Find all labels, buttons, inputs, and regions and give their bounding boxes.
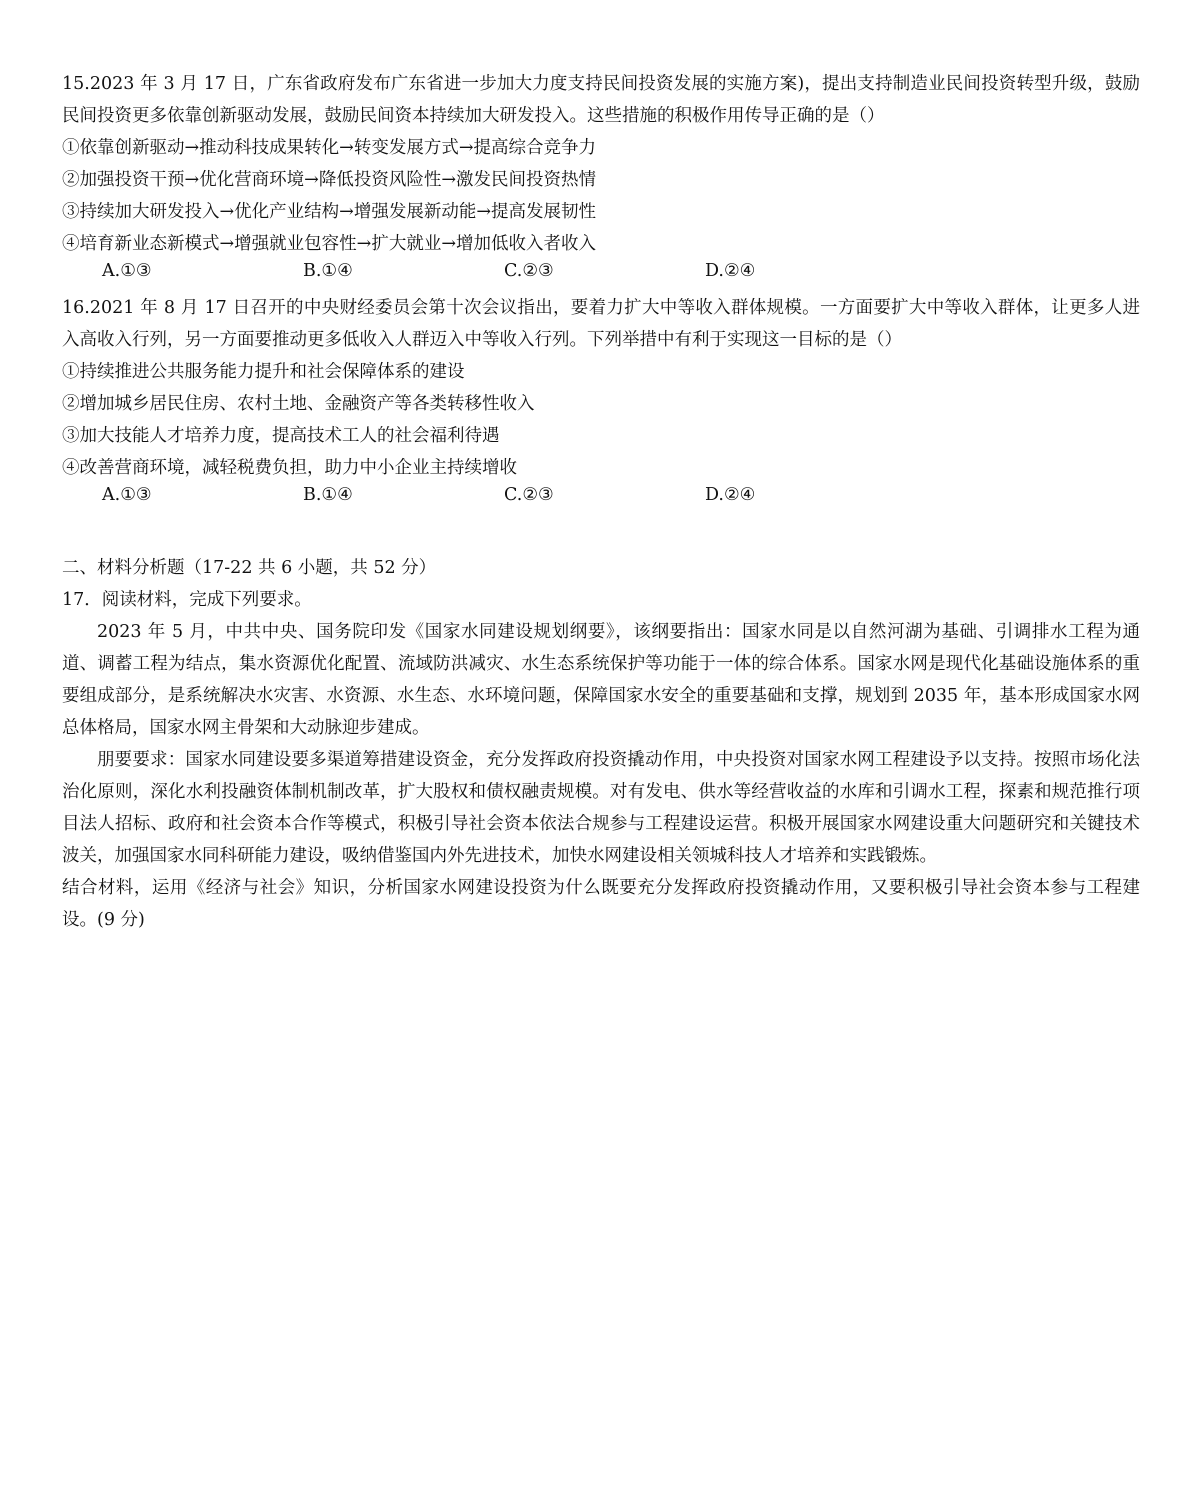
- question-16-choice-a: A.①③: [102, 485, 152, 505]
- question-16-item-3: ③加大技能人才培养力度，提高技术工人的社会福利待遇: [62, 426, 500, 446]
- question-17: [62, 584, 1140, 936]
- question-15-item-3: ③持续加大研发投入→优化产业结构→增强发展新动能→提高发展韧性: [62, 202, 596, 222]
- question-15-choice-b: B.①④: [303, 261, 353, 281]
- question-15-item-4: ④培育新业态新模式→增强就业包容性→扩大就业→增加低收入者收入: [62, 234, 596, 254]
- question-15-choices: [102, 260, 1140, 284]
- question-16-item-4: ④改善营商环境，减轻税费负担，助力中小企业主持续增收: [62, 458, 517, 478]
- question-15-choice-c: C.②③: [504, 261, 554, 281]
- question-15: [62, 68, 1140, 284]
- question-16: [62, 292, 1140, 508]
- question-16-choice-b: B.①④: [303, 485, 353, 505]
- question-16-choice-c: C.②③: [504, 485, 554, 505]
- question-16-item-1: ①持续推进公共服务能力提升和社会保障体系的建设: [62, 362, 465, 382]
- question-16-item-2: ②增加城乡居民住房、农村土地、金融资产等各类转移性收入: [62, 394, 535, 414]
- exam-page: [62, 68, 1140, 936]
- question-15-stem: 15.2023 年 3 月 17 日，广东省政府发布广东省进一步加大力度支持民间投资发展的实施方案)，提出支持制造业民间投资转型升级，鼓励民间投资更多依靠创新驱动发展，鼓励民间资本持续加大研发投入。这些措施的积极作用传导正确的是（）: [62, 74, 1140, 126]
- question-15-choice-a: A.①③: [102, 261, 152, 281]
- question-17-prompt: 结合材料，运用《经济与社会》知识，分析国家水网建设投资为什么既要充分发挥政府投资撬动作用，又要积极引导社会资本参与工程建设。(9 分): [62, 878, 1140, 930]
- question-17-material-paragraph-1: 2023 年 5 月，中共中央、国务院印发《国家水同建设规划纲要》，该纲要指出：国家水同是以自然河湖为基础、引调排水工程为通道、调蓄工程为结点，集水资源优化配置、流域防洪减灾、水生态系统保护等功能于一体的综合体系。国家水网是现代化基础设施体系的重要组成部分，是系统解决水灾害、水资源、水生态、水环境问题，保障国家水安全的重要基础和支撑，规划到 2035 年，基本形成国家水网总体格局，国家水网主骨架和大动脉迎步建成。: [62, 622, 1140, 738]
- question-16-stem: 16.2021 年 8 月 17 日召开的中央财经委员会第十次会议指出，要着力扩大中等收入群体规模。一方面要扩大中等收入群体，让更多人进入高收入行列，另一方面要推动更多低收入人群迈入中等收入行列。下列举措中有利于实现这一目标的是（）: [62, 298, 1140, 350]
- question-15-choice-d: D.②④: [705, 261, 756, 281]
- question-15-item-2: ②加强投资干预→优化营商环境→降低投资风险性→激发民间投资热情: [62, 170, 596, 190]
- question-16-choice-d: D.②④: [705, 485, 756, 505]
- question-17-material-paragraph-2: 朋要要求：国家水同建设要多渠道筹措建设资金，充分发挥政府投资撬动作用，中央投资对国家水网工程建设予以支持。按照市场化法治化原则，深化水利投融资体制机制改革，扩大股权和债权融责规模。对有发电、供水等经营收益的水库和引调水工程，探素和规范推行项目法人招标、政府和社会资本合作等模式，积极引导社会资本依法合规参与工程建设运营。积极开展国家水网建设重大问题研究和关键技术波关，加强国家水同科研能力建设，吸纳借鉴国内外先进技术，加快水网建设相关领城科技人才培养和实践锻炼。: [62, 750, 1140, 866]
- question-17-intro: 17．阅读材料，完成下列要求。: [62, 590, 312, 610]
- section-2-heading: 二、材料分析题（17-22 共 6 小题，共 52 分）: [62, 558, 437, 578]
- question-16-choices: [102, 484, 1140, 508]
- question-15-item-1: ①依靠创新驱动→推动科技成果转化→转变发展方式→提高综合竞争力: [62, 138, 596, 158]
